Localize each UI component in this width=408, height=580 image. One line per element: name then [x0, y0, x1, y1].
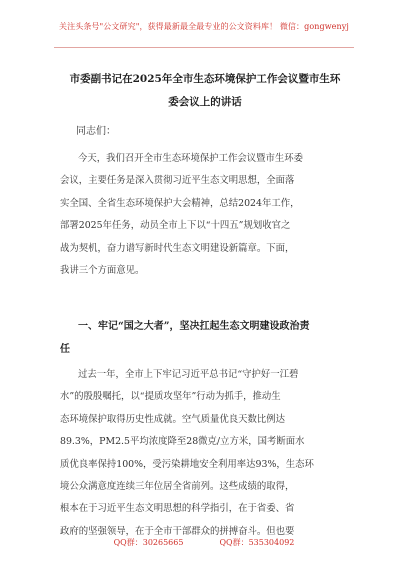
paragraph-line: 质优良率保持100%，受污染耕地安全利用率达93%，生态环: [60, 458, 314, 470]
paragraph-line: 实全国、全省生态环境保护大会精神，总结2024年工作，: [60, 197, 300, 209]
paragraph-intro: [60, 148, 356, 282]
paragraph-line: 89.3%，PM2.5平均浓度降至28微克/立方米，国考断面水: [60, 436, 305, 448]
paragraph-line: 境公众满意度连续三年位居全省前列。这些成绩的取得，: [60, 481, 295, 493]
section-heading-1: [60, 315, 356, 361]
paragraph-line: 今天，我们召开全市生态环境保护工作会议暨市生环委: [78, 153, 304, 164]
heading-line: 任: [60, 344, 70, 355]
paragraph-line: 政府的坚强领导，在于全市干部群众的拼搏奋斗。但也要: [60, 525, 295, 537]
paragraph-line: 态环境保护取得历史性成就。空气质量优良天数比例达: [60, 413, 286, 425]
paragraph-line: 根本在于习近平生态文明思想的科学指引，在于省委、省: [60, 503, 295, 515]
paragraph-line: 水”的殷殷嘱托，以“提质攻坚年”行动为抓手，推动生: [60, 391, 281, 403]
heading-line: 一、牢记“国之大者”，坚决扛起生态文明建设政治责: [78, 321, 310, 332]
paragraph-line: 战为契机，奋力谱写新时代生态文明建设新篇章。下面，: [60, 242, 295, 254]
salutation: 同志们：: [76, 126, 116, 137]
paragraph-line: 我讲三个方面意见。: [60, 265, 145, 277]
title-line: 委会议上的讲话: [168, 96, 242, 108]
header-banner: 关注头条号"公文研究"，获得最新最全最专业的公文资料库！ 微信：gongwenyj: [59, 22, 349, 31]
paragraph-achievements: [60, 364, 356, 543]
footer: [0, 537, 408, 548]
header-divider: [54, 47, 354, 48]
paragraph-line: 会议，主要任务是深入贯彻习近平生态文明思想，全面落: [60, 175, 295, 187]
footer-qq-group-1: QQ群：30265665: [113, 538, 184, 547]
paragraph-line: 部署2025年任务，动员全市上下以“十四五”规划收官之: [60, 220, 291, 232]
title-line: 市委副书记在2025年全市生态环境保护工作会议暨市生环: [69, 73, 341, 85]
document-title: [60, 68, 350, 114]
footer-qq-group-2: QQ群：535304092: [219, 538, 295, 547]
paragraph-line: 过去一年，全市上下牢记习近平总书记“守护好一江碧: [78, 369, 299, 380]
